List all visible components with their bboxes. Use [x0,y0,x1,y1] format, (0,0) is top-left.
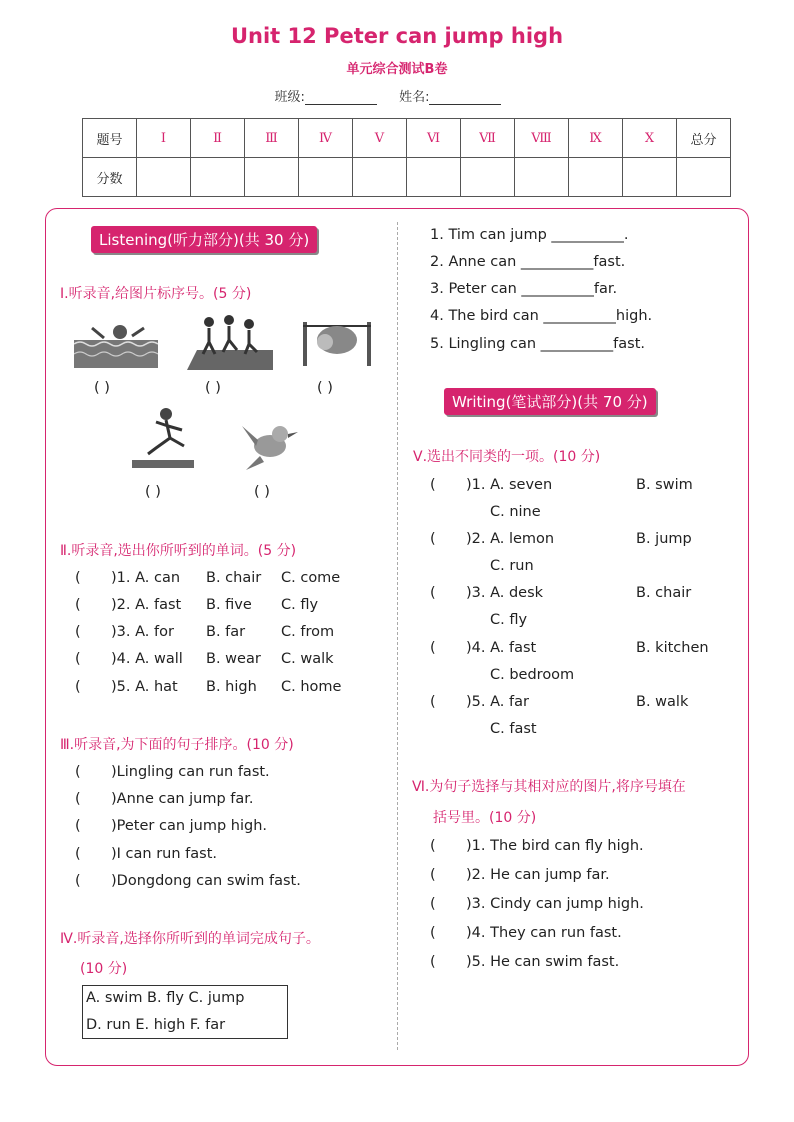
option-a: )2. A. lemon [466,531,555,547]
picture-3-answer[interactable]: ( ) [317,380,333,396]
option-c: C. fly [490,612,528,628]
sentence: )Anne can jump far. [111,791,254,807]
list-item: ( [430,640,436,656]
option-b: B. wear [206,651,261,667]
sentence: )Lingling can run fast. [111,764,270,780]
writing-badge: Writing(笔试部分)(共 70 分) [444,388,656,415]
picture-2-answer[interactable]: ( ) [205,380,221,396]
col-2: Ⅱ [191,119,245,158]
class-field[interactable] [305,90,377,105]
sentence: )1. The bird can fly high. [466,838,644,854]
fill-sentence: 1. Tim can jump __________. [430,227,629,243]
flying-bird-picture [240,412,304,472]
option-a: )3. A. for [111,624,174,640]
list-item: ( [430,867,436,883]
score-table-header-row [83,119,731,158]
list-item: ( [75,651,81,667]
list-item: ( [430,531,436,547]
score-cell[interactable] [407,158,461,197]
class-label: 班级: [274,90,305,105]
list-item: ( [75,791,81,807]
listening-badge: Listening(听力部分)(共 30 分) [91,226,317,253]
score-row2-label: 分数 [83,158,137,197]
list-item: ( [430,694,436,710]
list-item: ( [75,873,81,889]
list-item: ( [75,846,81,862]
option-c: C. walk [281,651,334,667]
option-a: )5. A. hat [111,679,178,695]
section-2-title: Ⅱ.听录音,选出你所听到的单词。(5 分) [60,543,297,559]
section-6-title: Ⅵ.为句子选择与其相对应的图片,将序号填在 [412,779,686,795]
option-b: B. kitchen [636,640,709,656]
option-a: )4. A. fast [466,640,537,656]
score-cell[interactable] [515,158,569,197]
picture-1-answer[interactable]: ( ) [94,380,110,396]
option-b: B. chair [206,570,262,586]
list-item: ( [430,896,436,912]
total-label: 总分 [677,119,731,158]
high-jump-boy-picture [297,312,377,368]
score-cell[interactable] [191,158,245,197]
swimming-boy-picture [74,318,158,370]
col-8: Ⅷ [515,119,569,158]
section-1-title: Ⅰ.听录音,给图片标序号。(5 分) [60,286,252,302]
option-b: B. swim [636,477,693,493]
score-cell[interactable] [137,158,191,197]
col-9: Ⅸ [569,119,623,158]
sentence: )Peter can jump high. [111,818,268,834]
list-item: ( [75,818,81,834]
fill-sentence: 4. The bird can __________high. [430,308,653,324]
page-subtitle: 单元综合测试B卷 [346,62,448,77]
option-a: )3. A. desk [466,585,544,601]
option-a: )2. A. fast [111,597,182,613]
sentence: )2. He can jump far. [466,867,610,883]
fill-sentence: 5. Lingling can __________fast. [430,336,646,352]
running-kids-picture [187,312,273,370]
score-cell[interactable] [461,158,515,197]
col-3: Ⅲ [245,119,299,158]
score-cell[interactable] [245,158,299,197]
section-4-title: Ⅳ.听录音,选择你所听到的单词完成句子。 [60,931,320,947]
col-7: Ⅶ [461,119,515,158]
col-5: Ⅴ [353,119,407,158]
option-c: C. nine [490,504,541,520]
section-4-points: (10 分) [80,961,128,977]
list-item: ( [75,597,81,613]
score-cell[interactable] [623,158,677,197]
col-10: Ⅹ [623,119,677,158]
word-bank-line-1: A. swim B. fly C. jump [86,990,245,1006]
option-b: B. jump [636,531,692,547]
student-info [0,86,794,105]
picture-5-answer[interactable]: ( ) [254,484,270,500]
list-item: ( [75,679,81,695]
option-a: )5. A. far [466,694,529,710]
name-label: 姓名: [399,90,430,105]
col-1: Ⅰ [137,119,191,158]
word-bank-line-2: D. run E. high F. far [86,1017,226,1033]
option-c: C. bedroom [490,667,575,683]
option-b: B. high [206,679,257,695]
list-item: ( [75,764,81,780]
picture-4-answer[interactable]: ( ) [145,484,161,500]
section-5-title: Ⅴ.选出不同类的一项。(10 分) [413,449,601,465]
score-table [82,118,731,197]
list-item: ( [430,925,436,941]
col-4: Ⅳ [299,119,353,158]
option-b: B. far [206,624,246,640]
option-c: C. from [281,624,335,640]
sentence: )Dongdong can swim fast. [111,873,301,889]
sentence: )3. Cindy can jump high. [466,896,644,912]
sentence: )I can run fast. [111,846,217,862]
list-item: ( [75,624,81,640]
option-c: C. home [281,679,342,695]
option-b: B. five [206,597,252,613]
option-b: B. chair [636,585,692,601]
sentence: )4. They can run fast. [466,925,622,941]
col-6: Ⅵ [407,119,461,158]
list-item: ( [430,954,436,970]
list-item: ( [430,477,436,493]
list-item: ( [75,570,81,586]
score-cell[interactable] [299,158,353,197]
score-cell[interactable] [677,158,731,197]
score-table-score-row [83,158,731,197]
long-jump-boy-picture [130,406,196,472]
option-a: )4. A. wall [111,651,183,667]
option-c: C. run [490,558,534,574]
name-field[interactable] [429,90,501,105]
fill-sentence: 2. Anne can __________fast. [430,254,626,270]
option-c: C. fast [490,721,537,737]
score-cell[interactable] [569,158,623,197]
option-c: C. come [281,570,341,586]
option-a: )1. A. can [111,570,181,586]
list-item: ( [430,585,436,601]
score-cell[interactable] [353,158,407,197]
page-title: Unit 12 Peter can jump high [230,24,564,48]
option-c: C. fly [281,597,319,613]
sentence: )5. He can swim fast. [466,954,620,970]
word-bank-box [82,985,288,1039]
fill-sentence: 3. Peter can __________far. [430,281,618,297]
list-item: ( [430,838,436,854]
score-row1-label: 题号 [83,119,137,158]
option-b: B. walk [636,694,689,710]
section-3-title: Ⅲ.听录音,为下面的句子排序。(10 分) [60,737,294,753]
option-a: )1. A. seven [466,477,553,493]
section-6-title-line-2: 括号里。(10 分) [433,810,537,826]
column-divider [397,222,398,1050]
